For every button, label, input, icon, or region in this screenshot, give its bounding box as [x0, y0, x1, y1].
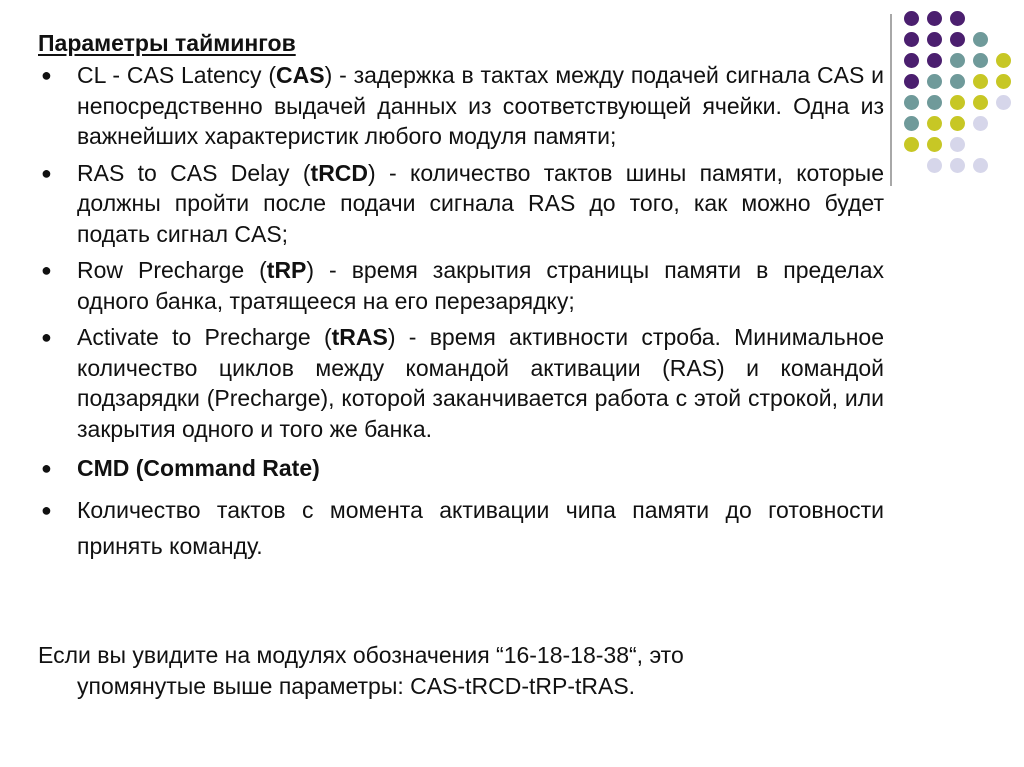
bullet-icon: ● [41, 327, 52, 347]
list-item-command-rate [38, 453, 884, 484]
dot [950, 74, 965, 89]
dot [927, 116, 942, 131]
item-text: Row Precharge ( [77, 257, 267, 283]
dot [927, 137, 942, 152]
outro-line-1: Если вы увидите на модулях обозначения “16-18-18-38“, это [38, 642, 684, 668]
dot [996, 95, 1011, 110]
dot [996, 53, 1011, 68]
item-term: tRAS [331, 324, 388, 350]
dot [973, 53, 988, 68]
item-text: ) - задержка в тактах между подачей сигнала CAS и непосредственно выдачей данных из соответствующей ячейки. Одна из важнейших характеристик любого модуля памяти; [77, 62, 884, 149]
dot [996, 74, 1011, 89]
bullet-icon: ● [41, 499, 52, 520]
item-text: CL - CAS Latency ( [77, 62, 277, 88]
bullet-icon: ● [41, 458, 52, 478]
dot [927, 74, 942, 89]
dot [904, 137, 919, 152]
bullet-icon: ● [41, 65, 52, 85]
dot [904, 11, 919, 26]
dot [904, 32, 919, 47]
dot [927, 53, 942, 68]
item-term: tRCD [310, 159, 369, 186]
item-term: CAS [276, 62, 325, 88]
decorative-dots [904, 11, 1016, 167]
list-item-ras-to-cas [38, 158, 884, 250]
dot [904, 95, 919, 110]
dot [973, 95, 988, 110]
list-item-row-precharge [38, 255, 884, 316]
list-item-activate-to-precharge [38, 322, 884, 444]
bullet-icon: ● [41, 162, 52, 183]
timings-list [38, 60, 884, 570]
dot [927, 95, 942, 110]
item-text: ) - время активности строба. Минимальное количество циклов между командой активации (RAS) и командой подзарядки (Precharge), которой заканчивается работа с этой строкой, или закрытия одного и того же банка. [77, 324, 884, 442]
dot [950, 53, 965, 68]
dot [904, 53, 919, 68]
dot [904, 74, 919, 89]
item-term: CMD (Command Rate) [77, 455, 320, 481]
outro-paragraph [38, 640, 884, 701]
dot [950, 158, 965, 173]
item-term: tRP [266, 257, 307, 283]
item-text: ) - количество тактов шины памяти, которые должны пройти после подачи сигнала RAS до того, как можно будет подать сигнал CAS; [77, 159, 885, 247]
dot [950, 11, 965, 26]
dot [973, 158, 988, 173]
item-text: ) - время закрытия страницы памяти в пределах одного банка, тратящееся на его перезарядку; [77, 257, 884, 314]
list-item-cas-latency [38, 60, 884, 152]
item-text: Activate to Precharge ( [77, 324, 332, 350]
dot [973, 32, 988, 47]
dot [927, 11, 942, 26]
item-text: RAS to CAS Delay ( [77, 159, 311, 186]
divider-line [890, 14, 892, 186]
dot [927, 32, 942, 47]
slide-title: Параметры таймингов [38, 30, 296, 56]
dot [950, 116, 965, 131]
dot [950, 137, 965, 152]
dot [927, 158, 942, 173]
bullet-icon: ● [41, 260, 52, 280]
dot [904, 116, 919, 131]
dot [950, 32, 965, 47]
dot [973, 74, 988, 89]
dot [973, 116, 988, 131]
list-item-command-rate-description [38, 492, 884, 564]
outro-line-2: упомянутые выше параметры: CAS-tRCD-tRP-tRAS. [77, 672, 636, 699]
dot [950, 95, 965, 110]
item-text: Количество тактов с момента активации чипа памяти до готовности принять команду. [77, 496, 884, 559]
